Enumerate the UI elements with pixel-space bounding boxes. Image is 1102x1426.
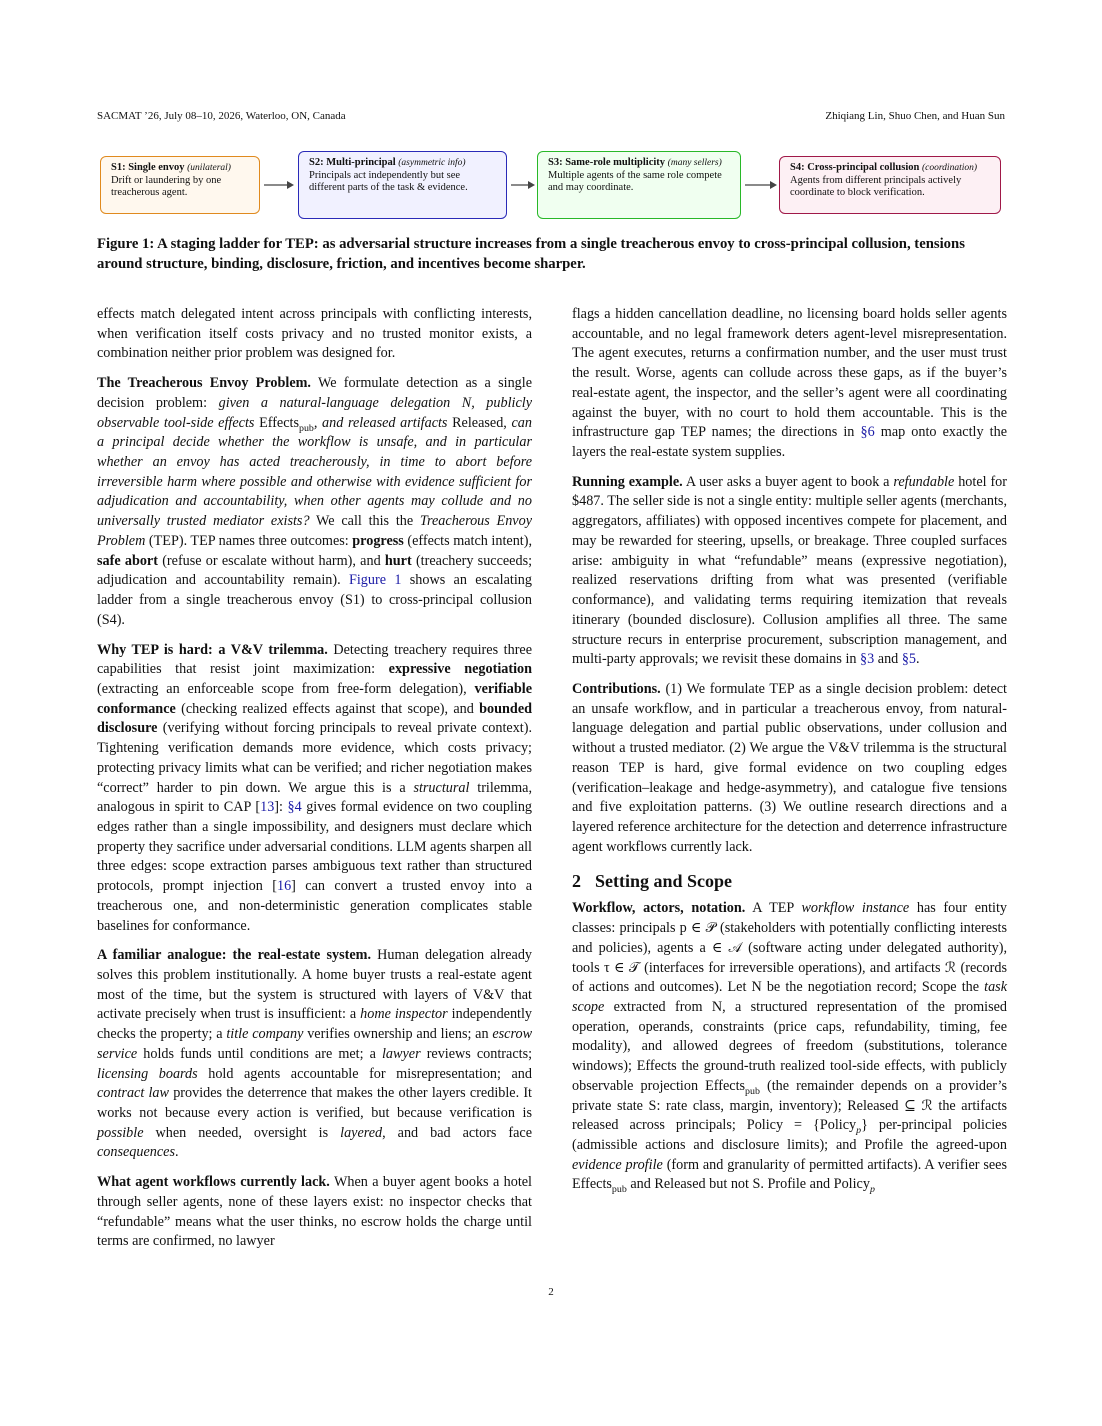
section-link[interactable]: §3 (860, 651, 875, 668)
paragraph-heading: Running example. (572, 473, 683, 490)
citation-link[interactable]: 16 (276, 878, 292, 895)
running-header (97, 110, 1005, 126)
header-venue: SACMAT ’26, July 08–10, 2026, Waterloo, ON, Canada (97, 110, 346, 122)
paragraph-heading: Contributions. (572, 680, 661, 697)
paragraph-contributions: Contributions. (1) We formulate TEP as a single decision problem: detect an unsafe workflow, and in particular a treacherous envoy, from natural-language delegation and partial public observations, under collusion and without a trusted mediator. (2) We argue the V&V trilemma is the structural reason TEP is hard, give formal evidence on two coupling edges (verification–leakage and hedge-asymmetry), and catalogue five tensions and five exploitation patterns. (3) We outline research directions and a layered reference architecture for the detection and deterrence infrastructure agent workflows currently lack. (572, 680, 1007, 855)
paragraph-real-estate: A familiar analogue: the real-estate system. Human delegation already solves this problem institutionally. A home buyer trusts a real-estate agent most of the time, but the system is structured with layers of V&V that activate precisely when trust is insufficient: a home inspector independently checks the property; a title company verifies ownership and liens; an escrow service holds funds until conditions are met; a lawyer reviews contracts; licensing boards hold agents accountable for misrepresentation; and contract law provides the deterrence that makes the other layers credible. It works not because every action is verified, but because verification is possible when needed, oversight is layered, and bad actors face consequences. (97, 947, 533, 1161)
paragraph-tep: The Treacherous Envoy Problem. We formulate detection as a single decision problem: given a natural-language delegation N, publicly observable tool-side effects Effects$_{pub}$, and released artifacts Released, can a principal decide whether the workflow is unsafe, and in particular whether an envoy has acted treacherously, in time to abort before irreversible harm where possible and otherwise with evidence sufficient for adjudication and accountability, when other agents may collude and no universally trusted mediator exists? We call this the Treacherous Envoy Problem (TEP). TEP names three outcomes: progress (effects match intent), safe abort (refuse or escalate without harm), and hurt (treachery succeeds; adjudication and accountability remain). Figure 1 shows an escalating ladder from a single treacherous envoy (S1) to cross-principal collusion (S4). (97, 375, 533, 628)
paragraph-heading: Workflow, actors, notation. (572, 900, 746, 917)
stage-paren: (coordination) (921, 163, 978, 173)
stage-body: Principals act independently but see different parts of the task & evidence. (309, 169, 468, 193)
figure-link[interactable]: Figure 1 (348, 572, 402, 589)
stage-body: Drift or laundering by one treacherous agent. (111, 174, 222, 198)
section-heading (572, 869, 1007, 893)
arrow-icon (510, 180, 536, 190)
paragraph-heading: Why TEP is hard: a V&V trilemma. (97, 641, 328, 658)
page-number: 2 (548, 1286, 554, 1298)
stage-title: S1: Single envoy (111, 162, 185, 173)
arrow-icon (263, 180, 295, 190)
stage-body: Multiple agents of the same role compete and may coordinate. (548, 169, 722, 193)
paragraph-lack: What agent workflows currently lack. When a buyer agent books a hotel through seller agents, none of these layers exist: no inspector checks that “refundable” means what the user thinks, no escrow holds the charge until terms are confirmed, no lawyer (97, 1174, 532, 1250)
paragraph-heading: The Treacherous Envoy Problem. (97, 375, 311, 392)
left-column (97, 305, 532, 1262)
section-link[interactable]: §5 (901, 651, 916, 668)
stage-title: S4: Cross-principal collusion (790, 162, 920, 173)
paragraph-heading: A familiar analogue: the real-estate system. (97, 947, 372, 964)
header-authors: Zhiqiang Lin, Shuo Chen, and Huan Sun (825, 110, 1005, 122)
stage-paren: (asymmetric info) (398, 158, 466, 168)
stage-s2-box (298, 151, 507, 219)
stage-paren: (many sellers) (667, 158, 722, 168)
paragraph-heading: What agent workflows currently lack. (97, 1174, 330, 1191)
stage-title: S3: Same-role multiplicity (548, 157, 666, 168)
stage-s4-box (779, 156, 1001, 214)
stage-s3-box (537, 151, 741, 219)
paragraph-workflow: Workflow, actors, notation. A TEP workflow instance has four entity classes: principals p ∈ 𝒫 (stakeholders with potentially conflicting interests and policies), agents a ∈ 𝒜 (software acting under delegated authority), tools τ ∈ 𝒯 (interfaces for irreversible operations), and artifacts ℛ (records of actions and outcomes). Let N be the negotiation record; Scope the task scope extracted from N, a structured representation of the promised operation, operands, constraints (price caps, refundability, timing, fee modality), and allowed degrees of freedom (substitutions, tolerance windows); Effects the ground-truth realized tool-side effects, with publicly observable projection Effects$_{pub}$ (the remainder depends on a provider’s private state S: rate class, margin, inventory); Released ⊆ ℛ the artifacts released across principals; Policy = {Policy$_p$} per-principal policies (admissible actions and disclosure limits); and Profile the agreed-upon evidence profile (form and granularity of permitted artifacts). A verifier sees Effects$_{pub}$ and Released but not S. Profile and Policy$_p$ (572, 900, 1008, 1196)
stage-body: Agents from different principals actively coordinate to block verification. (790, 174, 962, 198)
section-link[interactable]: §6 (860, 424, 875, 441)
section-title: Setting and Scope (595, 871, 733, 892)
paragraph: flags a hidden cancellation deadline, no licensing board holds seller agents accountable, and no legal framework deters agent-level misrepresentation. The agent executes, returns a confirmation number, and the user must trust the result. Worse, agents can collude across these gaps, as if the buyer’s real-estate agent, the inspector, and the seller’s agent were all coordinating against the buyer, with no court to hold them accountable. This is the infrastructure gap TEP names; the directions in §6 map onto exactly the layers the real-estate system supplies. (572, 306, 1008, 461)
arrow-icon (744, 180, 778, 190)
section-link[interactable]: §4 (287, 799, 302, 816)
paragraph-trilemma: Why TEP is hard: a V&V trilemma. Detecting treachery requires three capabilities that resist joint maximization: expressive negotiation (extracting an enforceable scope from free-form delegation), verifiable conformance (checking realized effects against that scope), and bounded disclosure (verifying without forcing principals to reveal private context). Tightening verification demands more evidence, which costs privacy; protecting privacy limits what can be verified; and richer negotiation makes “correct” harder to pin down. We argue this is a structural trilemma, analogous in spirit to CAP [13]: §4 gives formal evidence on two coupling edges rather than a single impossibility, and designers must declare which property they sacrifice under adversarial conditions. LLM agents sharpen all three edges: scope extraction parses ambiguous text rather than structured protocols, prompt injection [16] can convert a trusted envoy into a treacherous one, and non-deterministic generation complicates stable baselines for conformance. (97, 641, 533, 934)
stage-title: S2: Multi-principal (309, 157, 396, 168)
figure-staging-ladder (100, 151, 1002, 221)
right-column (572, 305, 1007, 1205)
figure-caption: Figure 1: A staging ladder for TEP: as adversarial structure increases from a single treacherous envoy to cross-principal collusion, tensions around structure, binding, disclosure, friction, and incentives become sharper. (97, 236, 965, 272)
paragraph: effects match delegated intent across principals with conflicting interests, when verification itself costs privacy and no trusted monitor exists, a combination neither prior problem was designed for. (97, 306, 532, 362)
section-number: 2 (572, 871, 581, 892)
stage-paren: (unilateral) (187, 163, 231, 173)
stage-s1-box (100, 156, 260, 214)
paragraph-running-example: Running example. A user asks a buyer agent to book a refundable hotel for $487. The seller side is not a single entity: multiple seller agents (merchants, aggregators, affiliates) with opposed incentives compete for placement, and may be rewarded for steering, upsells, or breakage. Three coupled surfaces arise: ambiguity in what “refundable” means (expressive negotiation), realized reservations drifting from what was presented (verifiable conformance), and validating terms requiring itemization that reveals itinerary (bounded disclosure). Collusion amplifies all three. The same structure recurs in enterprise procurement, subscription management, and multi-party approvals; we revisit these domains in §3 and §5. (572, 473, 1007, 668)
citation-link[interactable]: 13 (260, 799, 275, 816)
